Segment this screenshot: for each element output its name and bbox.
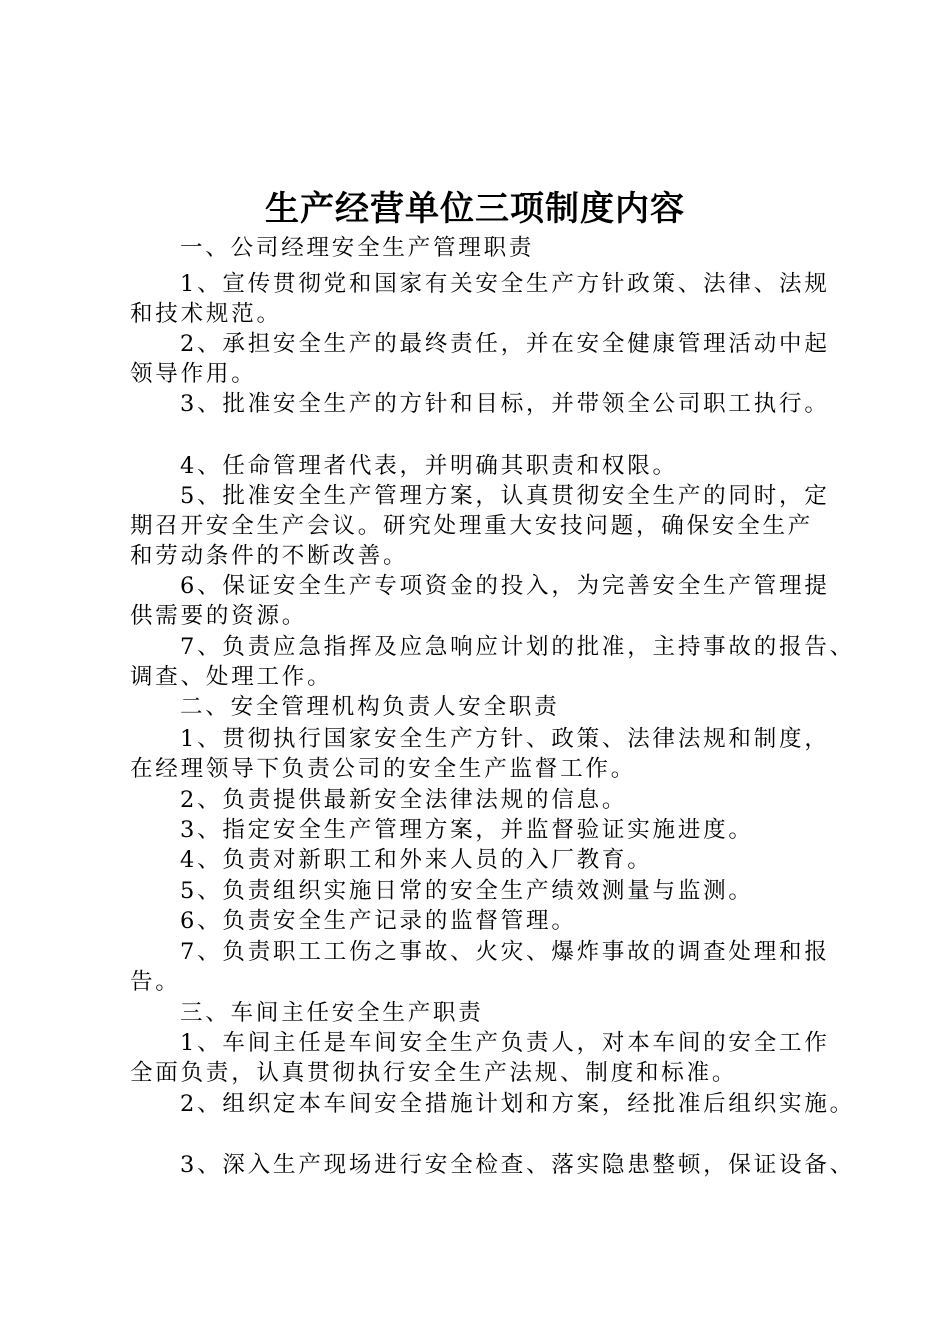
paragraph-line: 5、负责组织实施日常的安全生产绩效测量与监测。 — [180, 878, 754, 904]
section-heading-1: 一、公司经理安全生产管理职责 — [180, 235, 535, 261]
paragraph-line: 2、组织定本车间安全措施计划和方案，经批准后组织实施。 — [180, 1091, 855, 1117]
paragraph-line: 3、深入生产现场进行安全检查、落实隐患整顿，保证设备、 — [180, 1152, 855, 1178]
paragraph-line: 领导作用。 — [130, 361, 257, 387]
paragraph-line: 7、负责应急指挥及应急响应计划的批准，主持事故的报告、 — [180, 634, 855, 660]
paragraph-line: 3、批准安全生产的方针和目标，并带领全公司职工执行。 — [180, 391, 830, 417]
paragraph-line: 5、批准安全生产管理方案，认真贯彻安全生产的同时，定 — [180, 483, 830, 509]
paragraph-line: 4、负责对新职工和外来人员的入厂教育。 — [180, 847, 653, 873]
paragraph-line: 6、负责安全生产记录的监督管理。 — [180, 908, 577, 934]
paragraph-line: 2、负责提供最新安全法律法规的信息。 — [180, 787, 628, 813]
paragraph-line: 7、负责职工工伤之事故、火灾、爆炸事故的调查处理和报 — [180, 939, 830, 965]
document-title: 生产经营单位三项制度内容 — [265, 189, 685, 229]
paragraph-line: 告。 — [130, 969, 181, 995]
paragraph-line: 2、承担安全生产的最终责任，并在安全健康管理活动中起 — [180, 331, 830, 357]
paragraph-line: 期召开安全生产会议。研究处理重大安技问题，确保安全生产 — [130, 513, 814, 539]
paragraph-line: 1、贯彻执行国家安全生产方针、政策、法律法规和制度， — [180, 726, 830, 752]
paragraph-line: 在经理领导下负责公司的安全生产监督工作。 — [130, 756, 637, 782]
paragraph-line: 1、宣传贯彻党和国家有关安全生产方针政策、法律、法规 — [180, 271, 830, 297]
paragraph-line: 1、车间主任是车间安全生产负责人，对本车间的安全工作 — [180, 1030, 830, 1056]
paragraph-line: 6、保证安全生产专项资金的投入，为完善安全生产管理提 — [180, 573, 830, 599]
paragraph-line: 调查、处理工作。 — [130, 664, 333, 690]
paragraph-line: 供需要的资源。 — [130, 603, 308, 629]
paragraph-line: 4、任命管理者代表，并明确其职责和权限。 — [180, 453, 678, 479]
paragraph-line: 和技术规范。 — [130, 301, 282, 327]
section-heading-3: 三、车间主任安全生产职责 — [180, 1000, 484, 1026]
paragraph-line: 全面负责，认真贯彻执行安全生产法规、制度和标准。 — [130, 1060, 738, 1086]
paragraph-line: 3、指定安全生产管理方案，并监督验证实施进度。 — [180, 817, 754, 843]
paragraph-line: 和劳动条件的不断改善。 — [130, 543, 409, 569]
section-heading-2: 二、安全管理机构负责人安全职责 — [180, 694, 560, 720]
